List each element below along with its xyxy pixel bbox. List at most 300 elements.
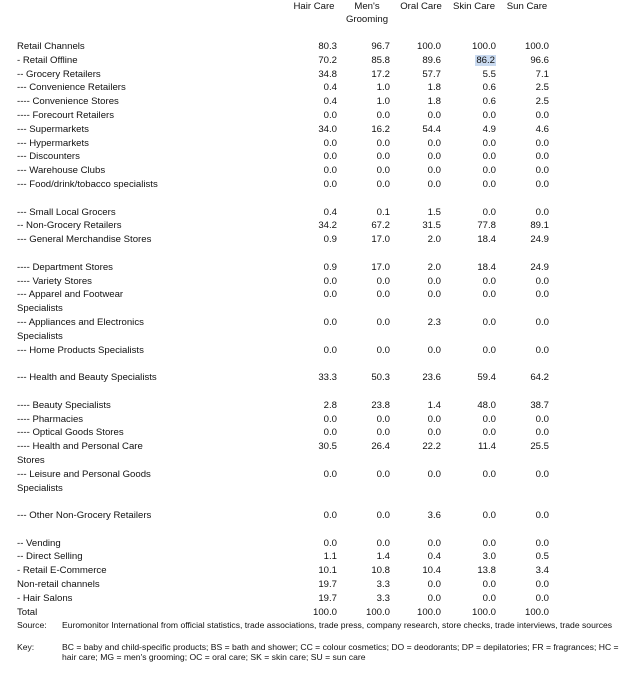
value-cell — [489, 371, 549, 385]
value-cell — [381, 178, 441, 192]
column-header-sun-care: Sun Care — [506, 1, 548, 12]
value-cell — [277, 606, 337, 620]
value-cell — [489, 178, 549, 192]
table-row — [0, 537, 633, 551]
value-cell — [436, 426, 496, 440]
value-cell — [489, 606, 549, 620]
value-cell — [489, 564, 549, 578]
value-cell — [381, 275, 441, 289]
value-cell — [436, 95, 496, 109]
row-label: --- Health and Beauty Specialists — [17, 372, 157, 384]
value-cell — [277, 81, 337, 95]
value-cell — [381, 344, 441, 358]
row-label: Non-retail channels — [17, 579, 100, 591]
value-text: 0.0 — [323, 289, 337, 301]
value-cell — [381, 206, 441, 220]
value-text: 3.6 — [427, 510, 441, 522]
value-cell — [381, 578, 441, 592]
value-text: 80.3 — [318, 41, 337, 52]
table-row — [0, 95, 633, 109]
value-cell — [381, 109, 441, 123]
value-text: 0.0 — [376, 137, 390, 149]
value-text: 0.0 — [376, 468, 390, 480]
value-text: 0.0 — [482, 413, 496, 425]
value-cell — [436, 371, 496, 385]
table-row — [0, 316, 633, 344]
value-cell — [381, 164, 441, 178]
value-cell — [277, 578, 337, 592]
value-cell — [277, 40, 337, 54]
value-text: 0.0 — [323, 537, 337, 549]
value-text: 0.0 — [376, 275, 390, 287]
value-text: 0.4 — [427, 551, 441, 563]
value-text: 16.2 — [371, 123, 390, 135]
value-cell — [381, 288, 441, 302]
row-label: --- Home Products Specialists — [17, 344, 144, 356]
value-cell — [277, 413, 337, 427]
value-cell — [489, 164, 549, 178]
value-text: 0.6 — [482, 96, 496, 108]
value-text: 0.0 — [427, 137, 441, 149]
value-text: 85.8 — [371, 54, 390, 66]
value-text: 0.9 — [323, 234, 337, 246]
table-row — [0, 137, 633, 151]
value-cell — [436, 606, 496, 620]
value-text: 0.0 — [323, 427, 337, 439]
value-text: 48.0 — [477, 399, 496, 411]
value-text: 17.2 — [371, 68, 390, 80]
column-header-hair-care: Hair Care — [293, 1, 335, 12]
value-text: 0.0 — [535, 275, 549, 287]
value-text: 34.0 — [318, 123, 337, 135]
value-cell — [489, 468, 549, 482]
value-text: 25.5 — [530, 441, 549, 453]
table-row — [0, 592, 633, 606]
value-text: 1.0 — [376, 96, 390, 108]
value-text: 96.6 — [530, 54, 549, 66]
value-text: 0.0 — [376, 413, 390, 425]
value-text: 1.4 — [427, 399, 441, 411]
row-label: ---- Beauty Specialists — [17, 399, 111, 411]
value-cell — [381, 316, 441, 330]
value-text: 0.4 — [323, 206, 337, 218]
value-cell — [381, 150, 441, 164]
value-text: 0.0 — [376, 344, 390, 356]
row-label: --- Convenience Retailers — [17, 82, 126, 94]
table-row — [0, 109, 633, 123]
value-text: 10.4 — [422, 565, 441, 577]
value-text: 0.0 — [535, 289, 549, 301]
value-text: 0.0 — [323, 510, 337, 522]
value-cell — [277, 316, 337, 330]
value-cell — [489, 344, 549, 358]
value-text: 0.0 — [376, 537, 390, 549]
row-label: --- General Merchandise Stores — [17, 234, 152, 246]
value-text: 1.8 — [427, 96, 441, 108]
value-text: 0.0 — [482, 344, 496, 356]
value-text: 0.1 — [376, 206, 390, 218]
value-cell — [381, 54, 441, 68]
table-row — [0, 399, 633, 413]
value-cell — [489, 150, 549, 164]
value-text: 0.0 — [482, 178, 496, 190]
table-row — [0, 233, 633, 261]
source-key: Source: — [17, 620, 47, 630]
table-row — [0, 288, 633, 316]
source-note — [0, 620, 633, 642]
value-cell — [489, 399, 549, 413]
value-cell — [436, 164, 496, 178]
value-cell — [436, 150, 496, 164]
value-text: 0.0 — [427, 289, 441, 301]
row-label: - Retail E-Commerce — [17, 565, 107, 577]
value-text: 0.0 — [535, 468, 549, 480]
value-cell — [381, 371, 441, 385]
column-header-oral-care: Oral Care — [400, 1, 442, 12]
value-cell — [489, 592, 549, 606]
value-cell — [381, 564, 441, 578]
value-text: 2.8 — [323, 399, 337, 411]
value-cell — [381, 537, 441, 551]
value-cell — [436, 40, 496, 54]
value-cell — [381, 468, 441, 482]
value-text: 0.0 — [323, 165, 337, 177]
value-text: 0.0 — [482, 537, 496, 549]
value-cell — [381, 81, 441, 95]
value-text: 1.1 — [323, 551, 337, 563]
value-cell — [277, 109, 337, 123]
value-text: 0.5 — [535, 551, 549, 563]
value-cell — [489, 54, 549, 68]
row-label: -- Direct Selling — [17, 551, 83, 563]
value-text: 4.6 — [535, 123, 549, 135]
value-text: 3.3 — [376, 579, 390, 591]
source-text: Euromonitor International from official statistics, trade associations, trade press, company research, store checks, trade interviews, trade sources — [62, 620, 613, 630]
value-text: 0.0 — [323, 468, 337, 480]
table-row — [0, 468, 633, 509]
value-cell — [489, 233, 549, 247]
value-text: 26.4 — [371, 441, 390, 453]
value-cell — [436, 81, 496, 95]
value-text: 0.0 — [376, 289, 390, 301]
value-cell — [381, 440, 441, 454]
value-cell — [381, 95, 441, 109]
value-cell — [436, 468, 496, 482]
table-row — [0, 219, 633, 233]
value-cell — [436, 68, 496, 82]
value-text: 0.0 — [376, 178, 390, 190]
table-footer — [0, 620, 633, 664]
value-text: 22.2 — [422, 441, 441, 453]
value-cell — [277, 137, 337, 151]
value-cell — [489, 137, 549, 151]
key-note — [0, 642, 633, 664]
value-text: 0.0 — [482, 579, 496, 591]
value-text: 0.0 — [323, 413, 337, 425]
value-cell — [436, 316, 496, 330]
value-text: 0.0 — [376, 109, 390, 121]
value-text: 0.0 — [535, 151, 549, 163]
value-text: 0.0 — [535, 178, 549, 190]
value-cell — [277, 68, 337, 82]
value-cell — [436, 288, 496, 302]
value-text: 33.3 — [318, 372, 337, 384]
table-row — [0, 178, 633, 206]
value-text: 100.0 — [524, 41, 549, 52]
value-cell — [277, 399, 337, 413]
table-row — [0, 68, 633, 82]
value-cell — [489, 550, 549, 564]
value-text: 0.0 — [482, 289, 496, 301]
value-cell — [436, 233, 496, 247]
value-text: 0.0 — [535, 510, 549, 522]
value-cell — [381, 592, 441, 606]
data-table — [0, 40, 633, 619]
value-cell — [277, 261, 337, 275]
row-label: Total — [17, 606, 38, 618]
value-text: 10.1 — [318, 565, 337, 577]
row-label: --- Hypermarkets — [17, 137, 89, 149]
value-cell — [489, 288, 549, 302]
value-text: 77.8 — [477, 220, 496, 232]
table-row — [0, 564, 633, 578]
value-cell — [277, 95, 337, 109]
value-text: 2.0 — [427, 261, 441, 273]
value-cell — [381, 137, 441, 151]
value-cell — [436, 344, 496, 358]
value-text: 0.6 — [482, 82, 496, 94]
value-cell — [436, 550, 496, 564]
value-text: 0.0 — [323, 137, 337, 149]
value-text: 0.0 — [535, 316, 549, 328]
value-cell — [489, 578, 549, 592]
value-text: 0.0 — [427, 579, 441, 591]
value-text: 0.0 — [376, 427, 390, 439]
value-cell — [489, 426, 549, 440]
table-row — [0, 606, 633, 620]
value-text: 0.0 — [482, 316, 496, 328]
row-label: ---- Health and Personal Care Stores — [17, 441, 143, 466]
value-text: 100.0 — [416, 606, 441, 618]
value-text: 0.0 — [535, 165, 549, 177]
value-text: 19.7 — [318, 592, 337, 604]
value-text: 0.0 — [427, 109, 441, 121]
value-text: 0.0 — [323, 178, 337, 190]
value-text: 18.4 — [477, 261, 496, 273]
value-cell — [381, 123, 441, 137]
value-text: 0.0 — [427, 413, 441, 425]
value-cell — [381, 219, 441, 233]
row-label: ---- Department Stores — [17, 261, 113, 273]
value-text: 0.0 — [427, 165, 441, 177]
value-text: 0.9 — [323, 261, 337, 273]
value-text: 7.1 — [535, 68, 549, 80]
value-cell — [277, 54, 337, 68]
value-cell — [436, 219, 496, 233]
value-cell — [381, 606, 441, 620]
value-cell — [277, 537, 337, 551]
value-text: 86.2 — [476, 54, 495, 66]
value-cell — [436, 399, 496, 413]
value-cell — [489, 123, 549, 137]
value-text: 17.0 — [371, 234, 390, 246]
value-text: 0.4 — [323, 82, 337, 94]
value-text: 64.2 — [530, 372, 549, 384]
column-header-mens-grooming: Men's Grooming — [345, 1, 389, 25]
value-cell — [381, 40, 441, 54]
value-cell — [436, 109, 496, 123]
value-text: 0.0 — [427, 275, 441, 287]
row-label: -- Vending — [17, 537, 61, 549]
row-label: --- Leisure and Personal Goods Specialists — [17, 468, 151, 494]
value-cell — [277, 592, 337, 606]
value-text: 24.9 — [530, 261, 549, 273]
value-text: 23.8 — [371, 399, 390, 411]
column-header-skin-care: Skin Care — [452, 1, 496, 12]
value-text: 70.2 — [318, 54, 337, 66]
row-label: ---- Convenience Stores — [17, 96, 119, 108]
value-text: 3.3 — [376, 592, 390, 604]
value-cell — [277, 206, 337, 220]
row-label: --- Warehouse Clubs — [17, 165, 106, 177]
value-cell — [381, 413, 441, 427]
value-text: 2.5 — [535, 96, 549, 108]
value-text: 59.4 — [477, 372, 496, 384]
row-label: ---- Variety Stores — [17, 275, 92, 287]
key-key: Key: — [17, 642, 35, 652]
table-header — [0, 0, 633, 30]
value-cell — [489, 440, 549, 454]
value-text: 0.0 — [535, 344, 549, 356]
table-row — [0, 81, 633, 95]
value-text: 10.8 — [371, 565, 390, 577]
value-text: 67.2 — [371, 220, 390, 232]
value-cell — [489, 413, 549, 427]
value-cell — [489, 81, 549, 95]
value-cell — [436, 564, 496, 578]
value-text: 23.6 — [422, 372, 441, 384]
value-text: 89.1 — [530, 220, 549, 232]
value-text: 0.0 — [376, 165, 390, 177]
value-text: 0.0 — [323, 109, 337, 121]
value-cell — [277, 468, 337, 482]
value-cell — [277, 123, 337, 137]
value-text: 3.4 — [535, 565, 549, 577]
value-text: 0.0 — [482, 137, 496, 149]
table-row — [0, 440, 633, 468]
value-text: 54.4 — [422, 123, 441, 135]
row-label: --- Appliances and Electronics Specialists — [17, 316, 144, 342]
value-text: 1.0 — [376, 82, 390, 94]
value-cell — [277, 440, 337, 454]
value-text: 31.5 — [422, 220, 441, 232]
table-row — [0, 150, 633, 164]
value-text: 0.0 — [376, 151, 390, 163]
value-text: 17.0 — [371, 261, 390, 273]
value-text: 0.0 — [323, 275, 337, 287]
value-text: 57.7 — [422, 68, 441, 80]
table-row — [0, 164, 633, 178]
value-cell — [381, 509, 441, 523]
value-text: 96.7 — [371, 41, 390, 52]
value-text: 0.0 — [376, 316, 390, 328]
value-text: 30.5 — [318, 441, 337, 453]
value-text: 0.0 — [535, 206, 549, 218]
value-cell — [436, 413, 496, 427]
value-cell — [381, 426, 441, 440]
table-row — [0, 426, 633, 440]
table-row — [0, 275, 633, 289]
value-text: 18.4 — [477, 234, 496, 246]
value-cell — [436, 440, 496, 454]
value-text: 38.7 — [530, 399, 549, 411]
value-text: 0.0 — [323, 151, 337, 163]
value-cell — [489, 219, 549, 233]
value-text: 0.0 — [427, 537, 441, 549]
value-cell — [436, 261, 496, 275]
value-text: 0.0 — [427, 592, 441, 604]
value-cell — [277, 233, 337, 247]
row-label: --- Discounters — [17, 151, 80, 163]
value-cell — [277, 371, 337, 385]
value-cell — [277, 150, 337, 164]
value-text: 19.7 — [318, 579, 337, 591]
value-text: 100.0 — [471, 606, 496, 618]
value-text: 0.0 — [535, 427, 549, 439]
value-cell — [277, 178, 337, 192]
value-cell — [381, 233, 441, 247]
row-label: ---- Forecourt Retailers — [17, 109, 115, 121]
value-text: 0.0 — [427, 427, 441, 439]
value-cell — [436, 54, 496, 68]
value-cell — [381, 399, 441, 413]
value-text: 0.4 — [323, 96, 337, 108]
value-text: 13.8 — [477, 565, 496, 577]
value-text: 1.4 — [376, 551, 390, 563]
value-text: 11.4 — [478, 441, 496, 453]
table-row — [0, 344, 633, 372]
table-row — [0, 123, 633, 137]
value-cell — [277, 509, 337, 523]
value-text: 2.5 — [535, 82, 549, 94]
value-text: 0.0 — [323, 316, 337, 328]
row-label: --- Apparel and Footwear Specialists — [17, 289, 124, 315]
value-cell — [489, 509, 549, 523]
value-cell — [277, 426, 337, 440]
table-row — [0, 578, 633, 592]
value-text: 0.0 — [427, 344, 441, 356]
value-text: 0.0 — [535, 592, 549, 604]
table-row — [0, 413, 633, 427]
value-text: 0.0 — [482, 206, 496, 218]
value-cell — [489, 261, 549, 275]
value-cell — [436, 537, 496, 551]
value-text: 0.0 — [482, 510, 496, 522]
value-cell — [436, 178, 496, 192]
value-text: 100.0 — [312, 606, 337, 618]
value-text: 0.0 — [535, 137, 549, 149]
row-label: ---- Pharmacies — [17, 413, 84, 425]
value-text: 0.0 — [482, 468, 496, 480]
value-cell — [381, 550, 441, 564]
value-cell — [489, 537, 549, 551]
value-text: 2.3 — [427, 316, 441, 328]
value-text: 0.0 — [535, 413, 549, 425]
value-text: 5.5 — [482, 68, 496, 80]
value-text: 0.0 — [535, 579, 549, 591]
table-row — [0, 54, 633, 68]
value-text: 34.2 — [318, 220, 337, 232]
